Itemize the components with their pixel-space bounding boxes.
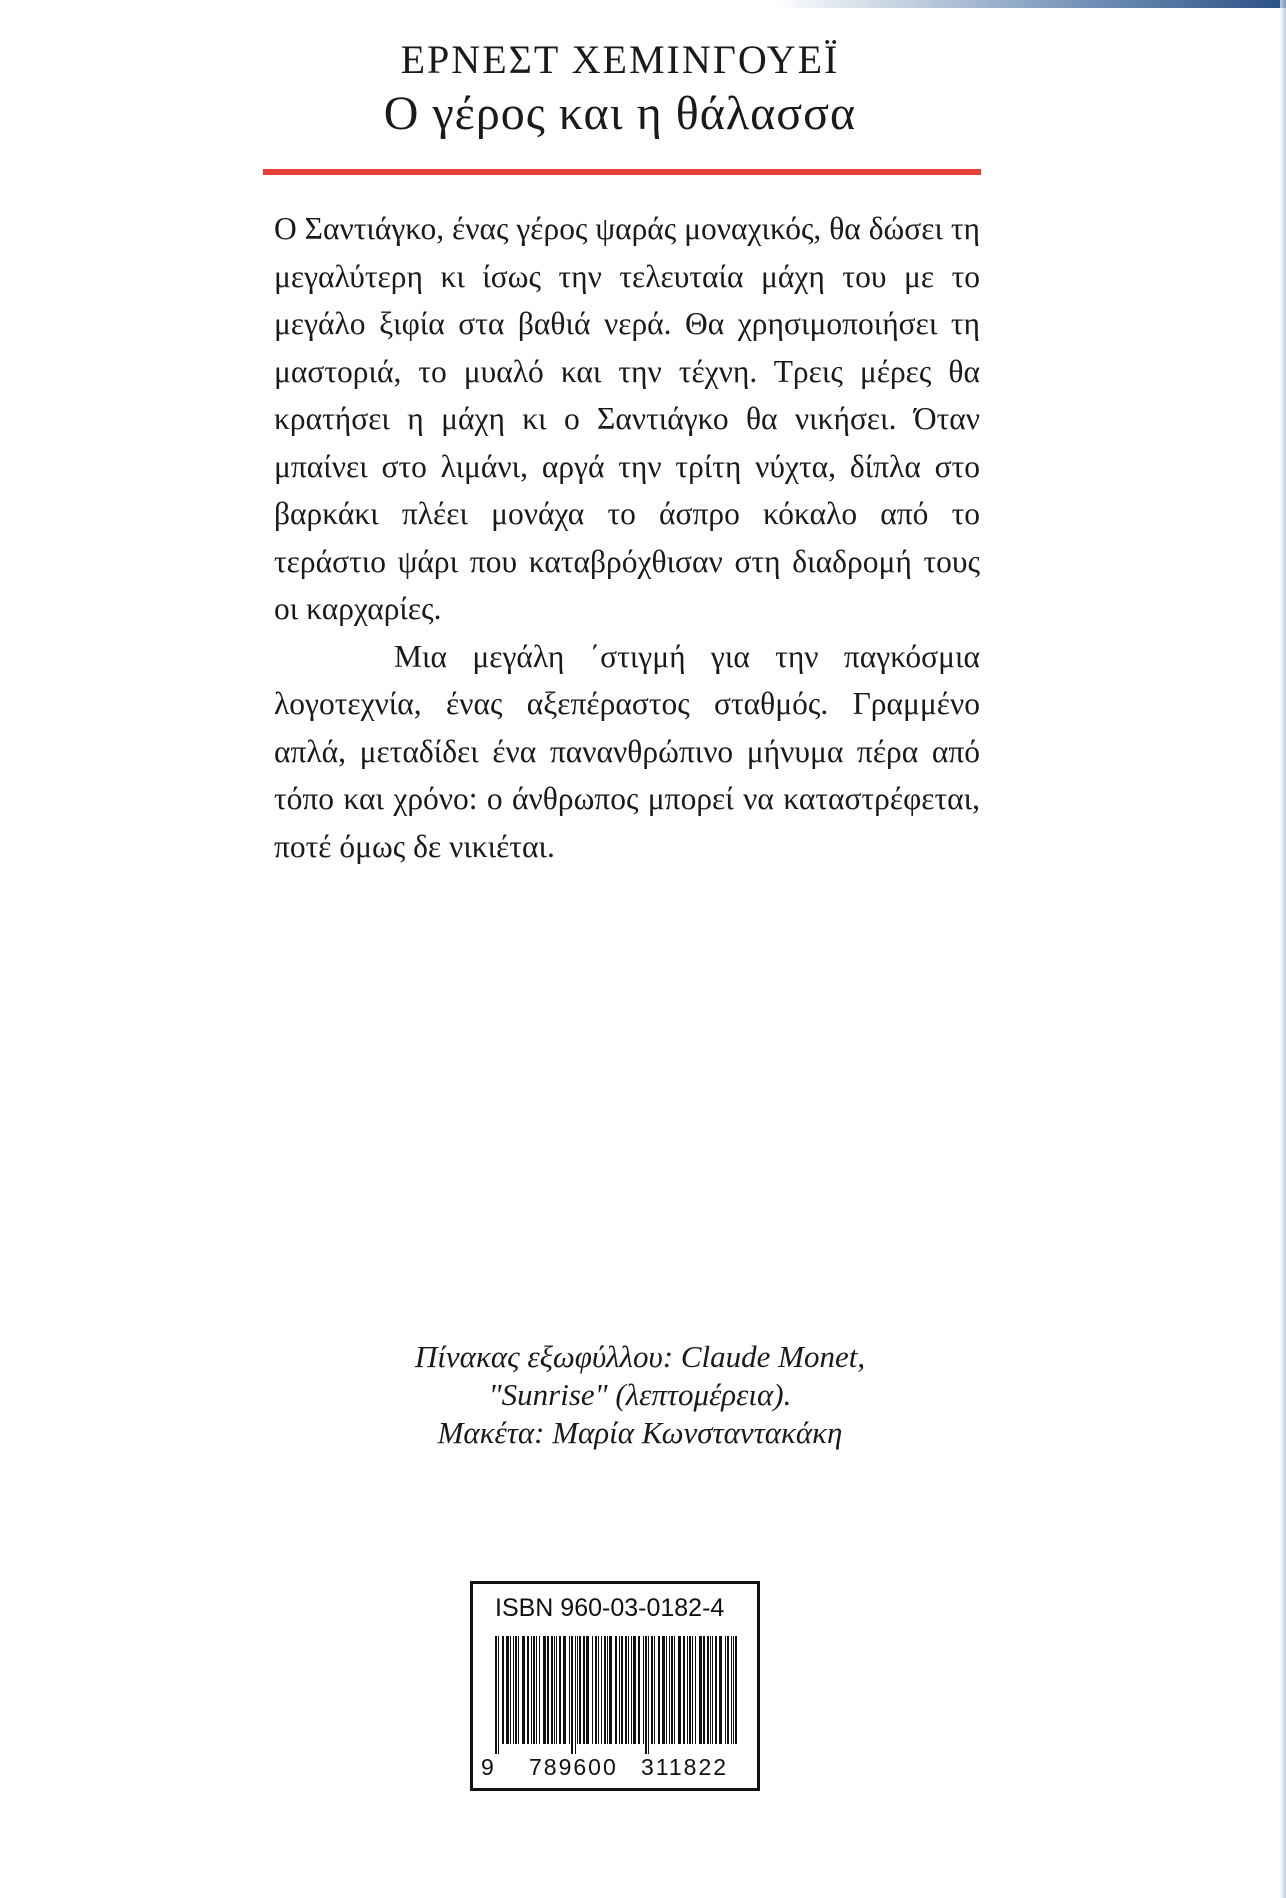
- barcode-bar: [619, 1636, 620, 1744]
- barcode-bar: [643, 1636, 644, 1744]
- barcode-bar: [559, 1636, 561, 1744]
- barcode-bar: [695, 1636, 696, 1744]
- blurb-paragraph-2: Μια μεγάλη ΄στιγμή για την παγκόσμια λογοτεχνία, ένας αξεπέραστος σταθμός. Γραμμένο απλά, μεταδίδει ένα πανανθρώπινο μήνυμα πέρα από τόπο και χρόνο: ο άνθρωπος μπορεί να καταστρέφεται, ποτέ όμως δε νικιέται.: [274, 638, 980, 864]
- barcode-bar: [551, 1636, 553, 1744]
- barcode-bar: [651, 1636, 653, 1744]
- barcode-bar: [502, 1636, 504, 1744]
- barcode-bar: [671, 1636, 673, 1744]
- red-divider: [263, 169, 981, 175]
- barcode-bar: [609, 1636, 612, 1744]
- isbn-label: ISBN 960-03-0182-4: [495, 1594, 725, 1622]
- barcode-bar: [601, 1636, 602, 1744]
- barcode-bar: [633, 1636, 636, 1744]
- barcode-bar: [707, 1636, 709, 1744]
- barcode-bar: [563, 1636, 566, 1744]
- credits-line-layout: Μακέτα: Μαρία Κωνσταντακάκη: [437, 1415, 843, 1450]
- barcode-bar: [518, 1636, 519, 1744]
- ean-lead-digit: 9: [481, 1754, 494, 1780]
- barcode-bar: [515, 1636, 517, 1744]
- barcode-bar: [654, 1636, 655, 1744]
- barcode-bar: [678, 1636, 681, 1744]
- barcode-bar: [731, 1636, 732, 1744]
- barcode-bar: [604, 1636, 606, 1744]
- barcode-bar: [522, 1636, 525, 1744]
- barcode-bar: [689, 1636, 691, 1744]
- barcode-bar: [586, 1636, 589, 1744]
- barcode-bar: [638, 1636, 640, 1744]
- isbn-barcode-box: [470, 1581, 760, 1791]
- barcode-bar: [598, 1636, 599, 1744]
- barcode-bar: [687, 1636, 688, 1744]
- barcode-bar: [595, 1636, 597, 1744]
- barcode-bar: [658, 1636, 660, 1744]
- barcode-bar: [719, 1636, 722, 1744]
- barcode-bar: [592, 1636, 593, 1744]
- barcode-bar: [735, 1636, 737, 1744]
- barcode-bar: [712, 1636, 713, 1744]
- barcode-bar: [556, 1636, 557, 1744]
- ean-left-group: 789600: [529, 1754, 618, 1780]
- blurb-paragraph-1: Ο Σαντιάγκο, ένας γέρος ψαράς μοναχικός, θα δώσει τη μεγαλύτερη κι ίσως την τελευταία μάχη του με το μεγάλο ξιφία στα βαθιά νερά. Θα χρησιμοποιήσει τη μαστοριά, το μυαλό και την τέχνη. Τρεις μέρες θα κρατήσει η μάχη κι ο Σαντιάγκο θα νικήσει. Όταν μπαίνει στο λιμάνι, αργά την τρίτη νύχτα, δίπλα στο βαρκάκι πλέει μονάχα το άσπρο κόκαλο από το τεράστιο ψάρι που καταβρόχθισαν στη διαδρομή τους οι καρχαρίες.: [274, 211, 980, 626]
- barcode-bar: [583, 1636, 585, 1744]
- barcode-bar: [666, 1636, 667, 1744]
- barcode-bar: [625, 1636, 627, 1744]
- barcode-bars: [491, 1636, 743, 1754]
- cover-credits: [300, 1338, 980, 1452]
- credits-line-title: "Sunrise" (λεπτομέρεια).: [488, 1377, 792, 1412]
- barcode-bar: [495, 1636, 497, 1754]
- barcode-bar: [533, 1636, 535, 1744]
- barcode-bar: [648, 1636, 649, 1754]
- barcode-bar: [631, 1636, 632, 1744]
- barcode-bar: [615, 1636, 617, 1744]
- barcode-bar: [733, 1636, 734, 1744]
- author-name: ΕΡΝΕΣΤ ΧΕΜΙΝΓΟΥΕΪ: [400, 37, 840, 82]
- barcode-bar: [539, 1636, 540, 1744]
- credits-line-painting: Πίνακας εξωφύλλου: Claude Monet,: [414, 1339, 866, 1374]
- barcode-bar: [715, 1636, 717, 1744]
- barcode-bar: [536, 1636, 537, 1744]
- barcode-bar: [543, 1636, 546, 1744]
- barcode-bar: [547, 1636, 549, 1744]
- barcode-bar: [674, 1636, 675, 1744]
- barcode-bar: [683, 1636, 685, 1744]
- cover-right-edge: [1280, 0, 1286, 1898]
- barcode-bar: [554, 1636, 555, 1744]
- barcode-bar: [607, 1636, 608, 1744]
- barcode-bar: [725, 1636, 726, 1744]
- barcode-bar: [506, 1636, 509, 1744]
- barcode-bar: [579, 1636, 581, 1744]
- cover-top-edge: [0, 0, 1286, 8]
- barcode-bar: [662, 1636, 665, 1744]
- barcode-bar: [527, 1636, 529, 1744]
- barcode-bar: [510, 1636, 511, 1744]
- barcode-bar: [669, 1636, 670, 1744]
- barcode-bar: [710, 1636, 711, 1744]
- barcode-bar: [513, 1636, 514, 1744]
- barcode-bar: [699, 1636, 702, 1744]
- barcode-bar: [645, 1636, 647, 1754]
- barcode-bar: [498, 1636, 499, 1754]
- barcode-bar: [575, 1636, 576, 1754]
- barcode-bar: [621, 1636, 623, 1744]
- barcode-bar: [628, 1636, 629, 1744]
- barcode-bar: [703, 1636, 705, 1744]
- barcode-bar: [569, 1636, 570, 1744]
- book-header: [250, 36, 990, 144]
- book-title: Ο γέρος και η θάλασσα: [383, 87, 857, 140]
- blurb-text: [274, 205, 980, 870]
- barcode-bar: [571, 1636, 573, 1754]
- barcode-bar: [577, 1636, 578, 1744]
- ean-right-group: 311822: [641, 1754, 729, 1780]
- barcode-bar: [727, 1636, 729, 1744]
- barcode-bar: [692, 1636, 693, 1744]
- barcode-bar: [531, 1636, 532, 1744]
